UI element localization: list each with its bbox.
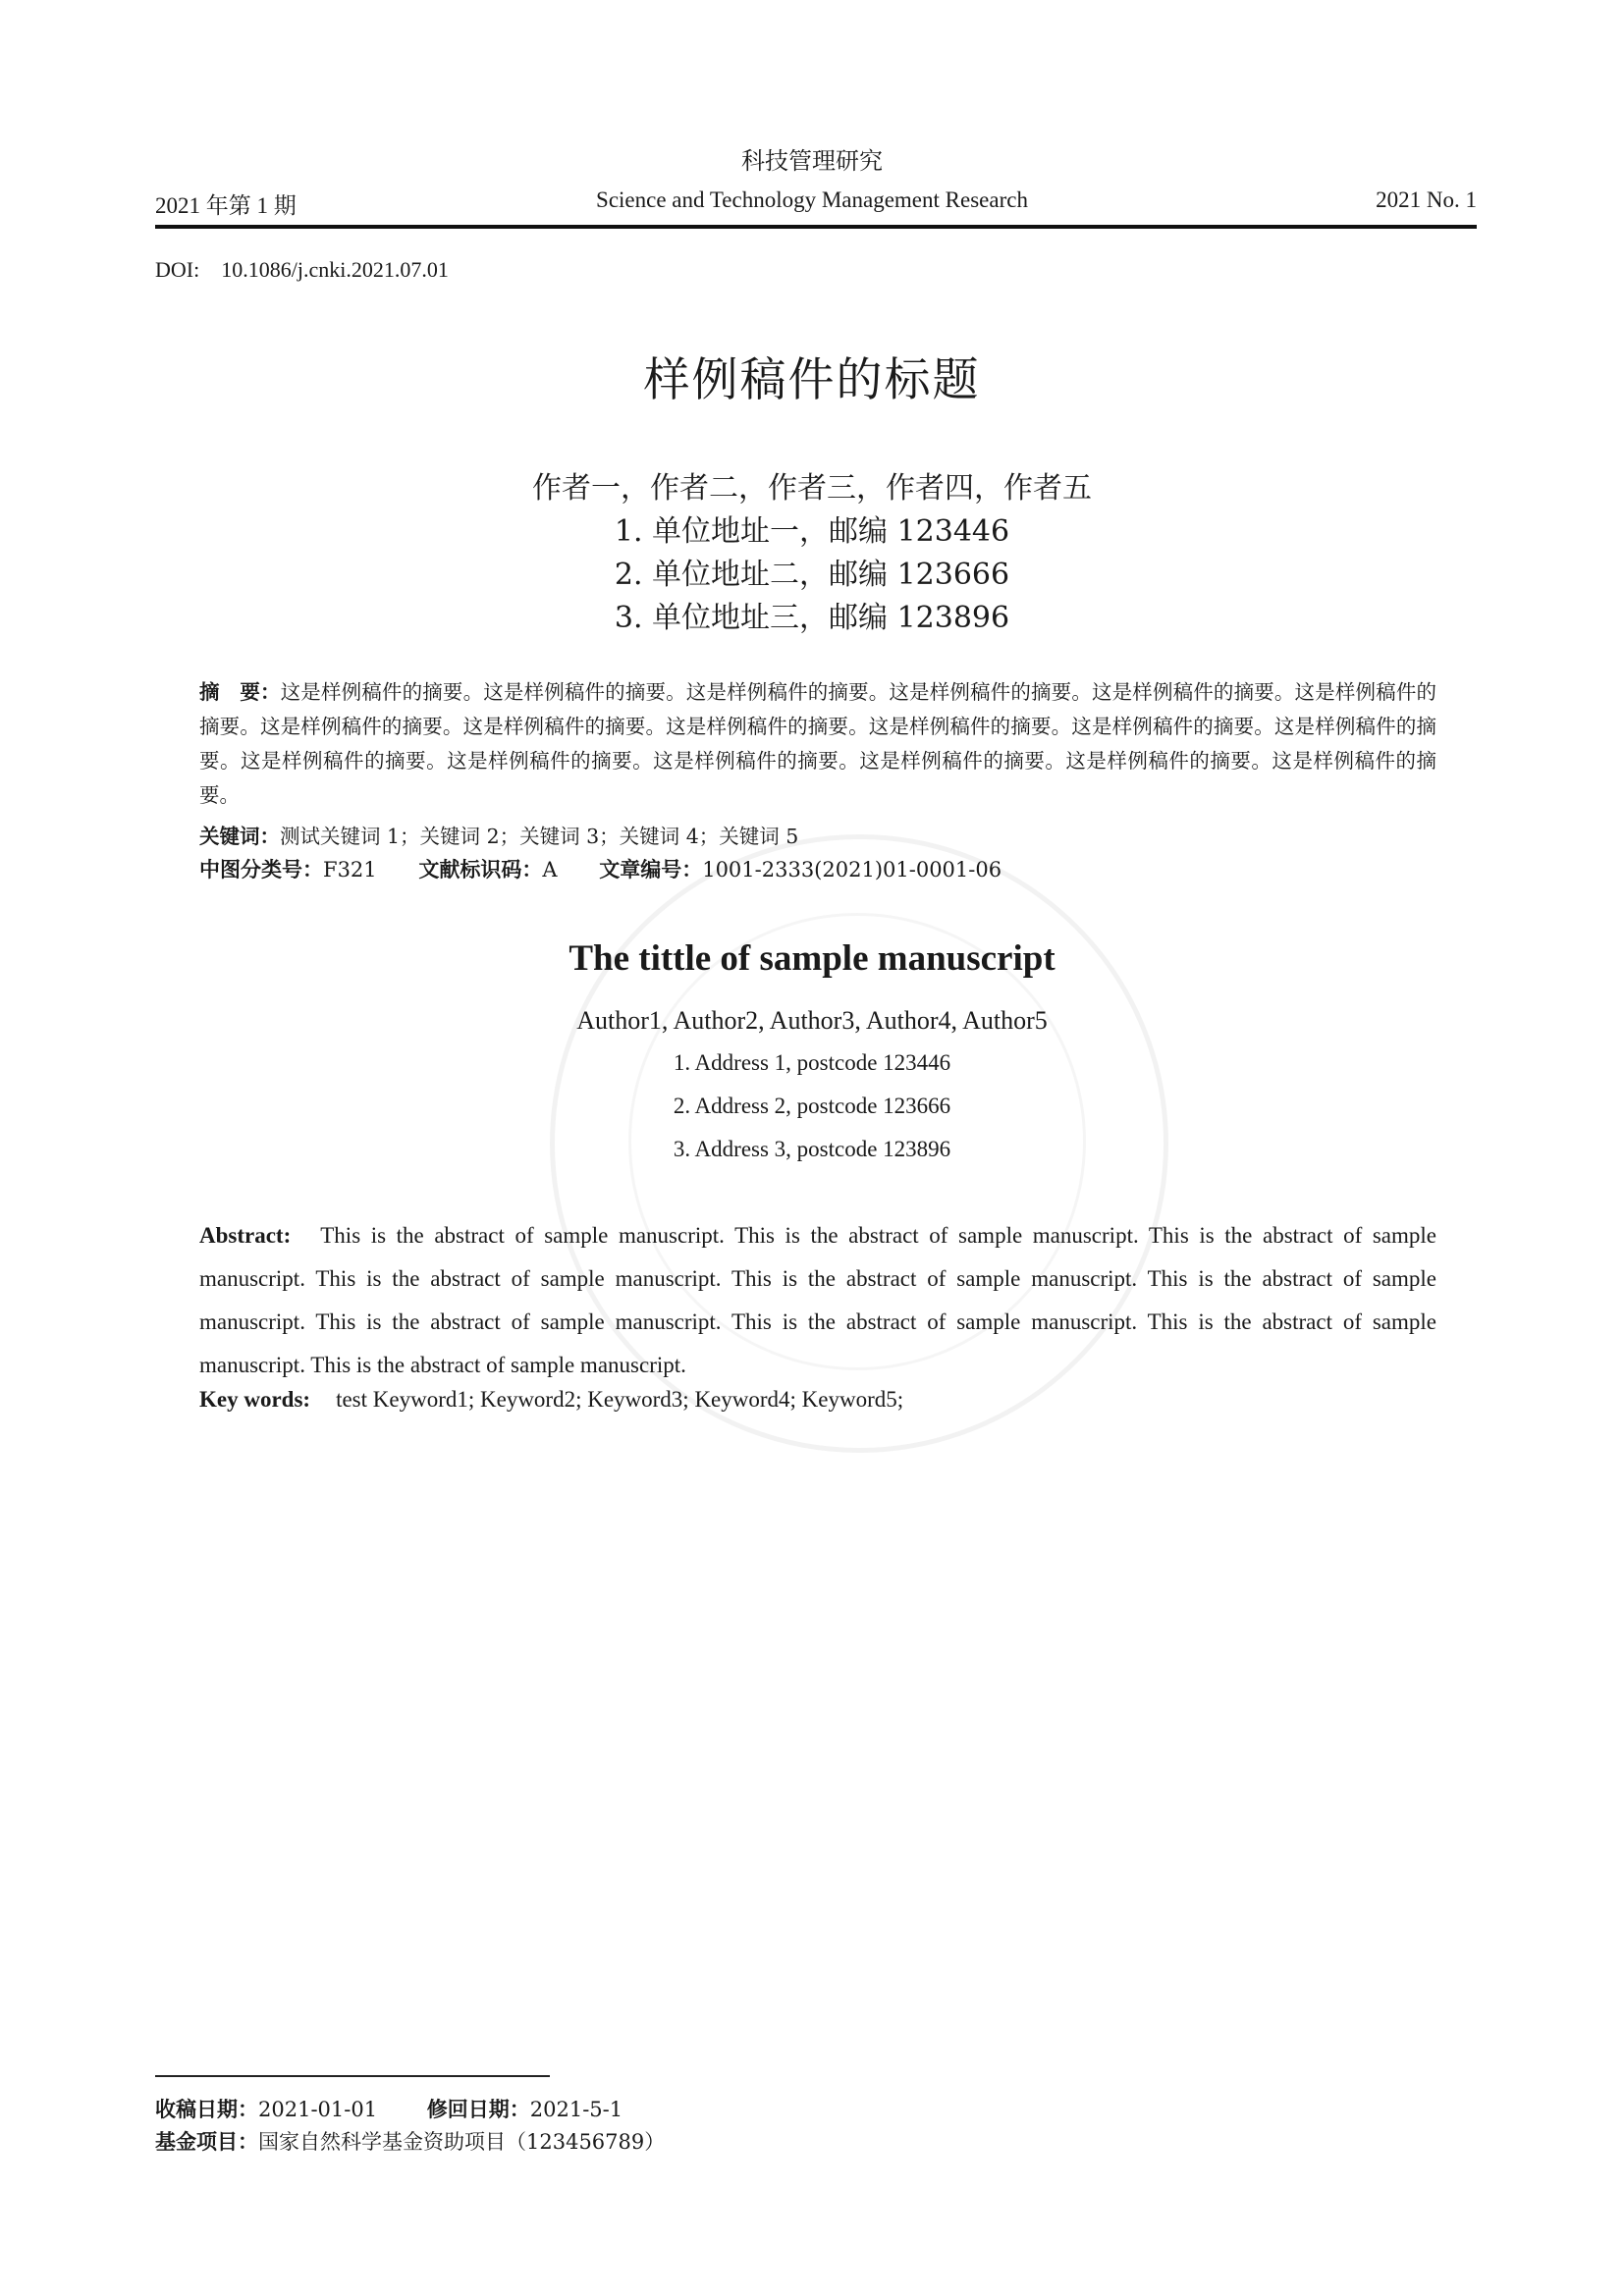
clc-value: F321 (323, 858, 377, 881)
affiliation-cn-2: 2. 单位地址二，邮编 123666 (614, 558, 1010, 592)
issue-en: 2021 No. 1 (1376, 187, 1477, 212)
abstract-en-label: Abstract: (199, 1223, 292, 1248)
classification-line (199, 854, 1001, 883)
journal-title-cn: 科技管理研究 (741, 147, 883, 175)
affiliation-en-1: 1. Address 1, postcode 123446 (673, 1050, 951, 1075)
received-label: 收稿日期： (155, 2098, 258, 2121)
header-rule (155, 225, 1477, 229)
keywords-cn-label: 关键词： (199, 825, 280, 848)
keywords-en-text: test Keyword1; Keyword2; Keyword3; Keyword4; Keyword5; (336, 1387, 904, 1412)
abstract-en (199, 1214, 1436, 1387)
revised-label: 修回日期： (426, 2098, 530, 2121)
journal-title-en: Science and Technology Management Research (596, 187, 1028, 212)
doi-line (155, 257, 449, 283)
abstract-cn-label: 摘 要： (199, 680, 281, 704)
authors-cn: 作者一，作者二，作者三，作者四，作者五 (532, 471, 1092, 506)
keywords-en (199, 1387, 903, 1413)
issue-cn: 2021 年第 1 期 (155, 193, 297, 218)
abstract-cn-text: 这是样例稿件的摘要。这是样例稿件的摘要。这是样例稿件的摘要。这是样例稿件的摘要。这是样例稿件的摘要。这是样例稿件的摘要。这是样例稿件的摘要。这是样例稿件的摘要。这是样例稿件的摘要。这是样例稿件的摘要。这是样例稿件的摘要。这是样例稿件的摘要。这是样例稿件的摘要。这是样例稿件的摘要。这是样例稿件的摘要。这是样例稿件的摘要。这是样例稿件的摘要。这是样例稿件的摘要。 (199, 680, 1437, 807)
keywords-cn (199, 820, 798, 849)
revised-value: 2021-5-1 (529, 2098, 623, 2121)
fund-label: 基金项目： (155, 2130, 258, 2154)
doc-code-label: 文献标识码： (418, 858, 543, 881)
doc-code-value: A (542, 858, 558, 881)
keywords-en-label: Key words: (199, 1387, 311, 1412)
clc-label: 中图分类号： (199, 858, 323, 881)
article-no-value: 1001-2333(2021)01-0001-06 (702, 858, 1002, 881)
paper-title-en: The tittle of sample manuscript (568, 938, 1056, 979)
received-value: 2021-01-01 (258, 2098, 378, 2121)
footnote-fund (155, 2126, 665, 2156)
abstract-en-text: This is the abstract of sample manuscript. This is the abstract of sample manuscript. This is the abstract of sample manuscript. This is the abstract of sample manuscript. This is the abstract of sample manuscript. This is the abstract of sample manuscript. This is the abstract of sample manuscript. This is the abstract of sample manuscript. This is the abstract of sample manuscript. This is the abstract of sample manuscript. (199, 1223, 1436, 1377)
fund-value: 国家自然科学基金资助项目（123456789） (258, 2130, 666, 2154)
doi-label: DOI: (155, 257, 200, 282)
keywords-cn-text: 测试关键词 1；关键词 2；关键词 3；关键词 4；关键词 5 (280, 825, 799, 848)
authors-en: Author1, Author2, Author3, Author4, Author5 (576, 1006, 1048, 1035)
paper-title-cn: 样例稿件的标题 (643, 353, 981, 407)
article-no-label: 文章编号： (599, 858, 703, 881)
affiliation-en-2: 2. Address 2, postcode 123666 (673, 1094, 951, 1118)
footnote-rule (155, 2075, 550, 2077)
affiliation-en-3: 3. Address 3, postcode 123896 (673, 1137, 951, 1161)
affiliation-cn-1: 1. 单位地址一，邮编 123446 (614, 514, 1010, 549)
abstract-cn (199, 675, 1436, 813)
doi-value: 10.1086/j.cnki.2021.07.01 (221, 257, 449, 282)
affiliation-cn-3: 3. 单位地址三，邮编 123896 (614, 601, 1010, 635)
footnote-dates (155, 2094, 623, 2123)
